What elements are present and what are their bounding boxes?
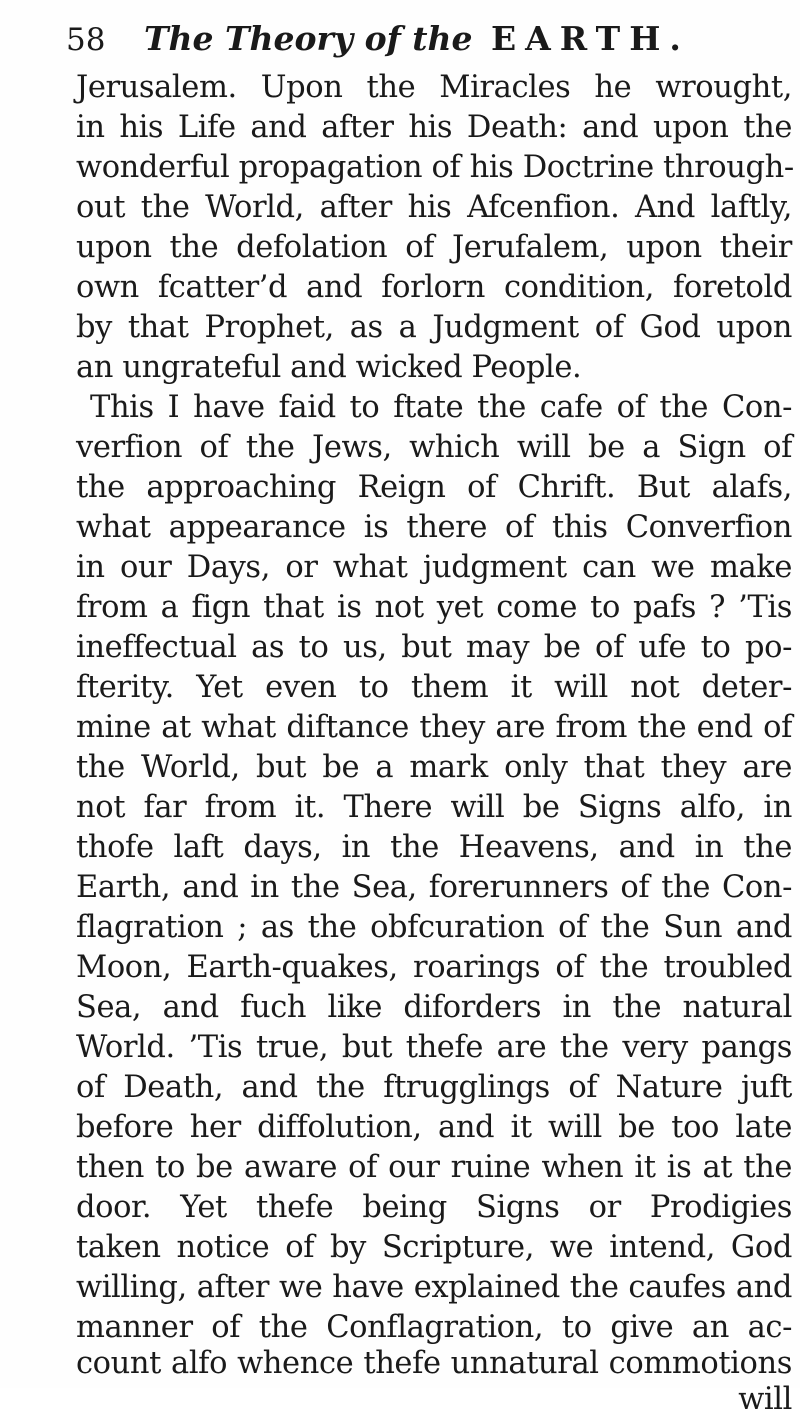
- text-line: of Death, and the ftrugglings of Nature juft: [76, 1070, 792, 1105]
- page-number: 58: [66, 22, 106, 58]
- text-line: door. Yet thefe being Signs or Prodigies: [76, 1190, 792, 1225]
- running-title-caps: EARTH.: [491, 19, 690, 58]
- text-line: flagration ; as the obfcuration of the Sun and: [76, 910, 792, 945]
- text-line: World. ’Tis true, but thefe are the very pangs: [76, 1030, 792, 1065]
- text-line: This I have faid to ftate the cafe of the Con-: [90, 390, 792, 425]
- text-line: upon the defolation of Jerufalem, upon their: [76, 230, 792, 265]
- catchword: will: [738, 1382, 792, 1417]
- text-line: verfion of the Jews, which will be a Sign of: [76, 430, 792, 465]
- text-line: an ungrateful and wicked People.: [76, 350, 582, 385]
- text-line: out the World, after his Afcenfion. And laftly,: [76, 190, 792, 225]
- text-line: wonderful propagation of his Doctrine through-: [76, 150, 794, 185]
- text-line: mine at what diftance they are from the end of: [76, 710, 792, 745]
- text-line: fterity. Yet even to them it will not deter-: [76, 670, 792, 705]
- text-line: not far from it. There will be Signs alfo, in: [76, 790, 792, 825]
- text-line: Moon, Earth-quakes, roarings of the troubled: [76, 950, 792, 985]
- text-line: from a fign that is not yet come to pafs ? ’Tis: [76, 590, 792, 625]
- text-line: ineffectual as to us, but may be of ufe to po-: [76, 630, 792, 665]
- text-line: what appearance is there of this Converfion: [76, 510, 792, 545]
- text-line: Sea, and fuch like diforders in the natural: [76, 990, 792, 1025]
- text-line: manner of the Conflagration, to give an ac-: [76, 1310, 792, 1345]
- text-line: the approaching Reign of Chrift. But alafs,: [76, 470, 792, 505]
- text-line: the World, but be a mark only that they are: [76, 750, 792, 785]
- text-line: Jerusalem. Upon the Miracles he wrought,: [76, 70, 792, 105]
- text-line: willing, after we have explained the caufes and: [76, 1270, 792, 1305]
- running-title: The Theory of the: [143, 19, 473, 58]
- text-line: then to be aware of our ruine when it is at the: [76, 1150, 792, 1185]
- text-line: before her diffolution, and it will be too late: [76, 1110, 792, 1145]
- text-line: in our Days, or what judgment can we make: [76, 550, 792, 585]
- text-line: in his Life and after his Death: and upon the: [76, 110, 792, 145]
- text-line: count alfo whence thefe unnatural commotions: [76, 1346, 792, 1381]
- text-line: Earth, and in the Sea, forerunners of the Con-: [76, 870, 792, 905]
- text-line: own fcatter’d and forlorn condition, foretold: [76, 270, 792, 305]
- text-line: thofe laft days, in the Heavens, and in the: [76, 830, 792, 865]
- page-header: [66, 14, 786, 64]
- text-line: by that Prophet, as a Judgment of God upon: [76, 310, 792, 345]
- text-line: taken notice of by Scripture, we intend, God: [76, 1230, 792, 1265]
- body-text: [76, 66, 794, 1417]
